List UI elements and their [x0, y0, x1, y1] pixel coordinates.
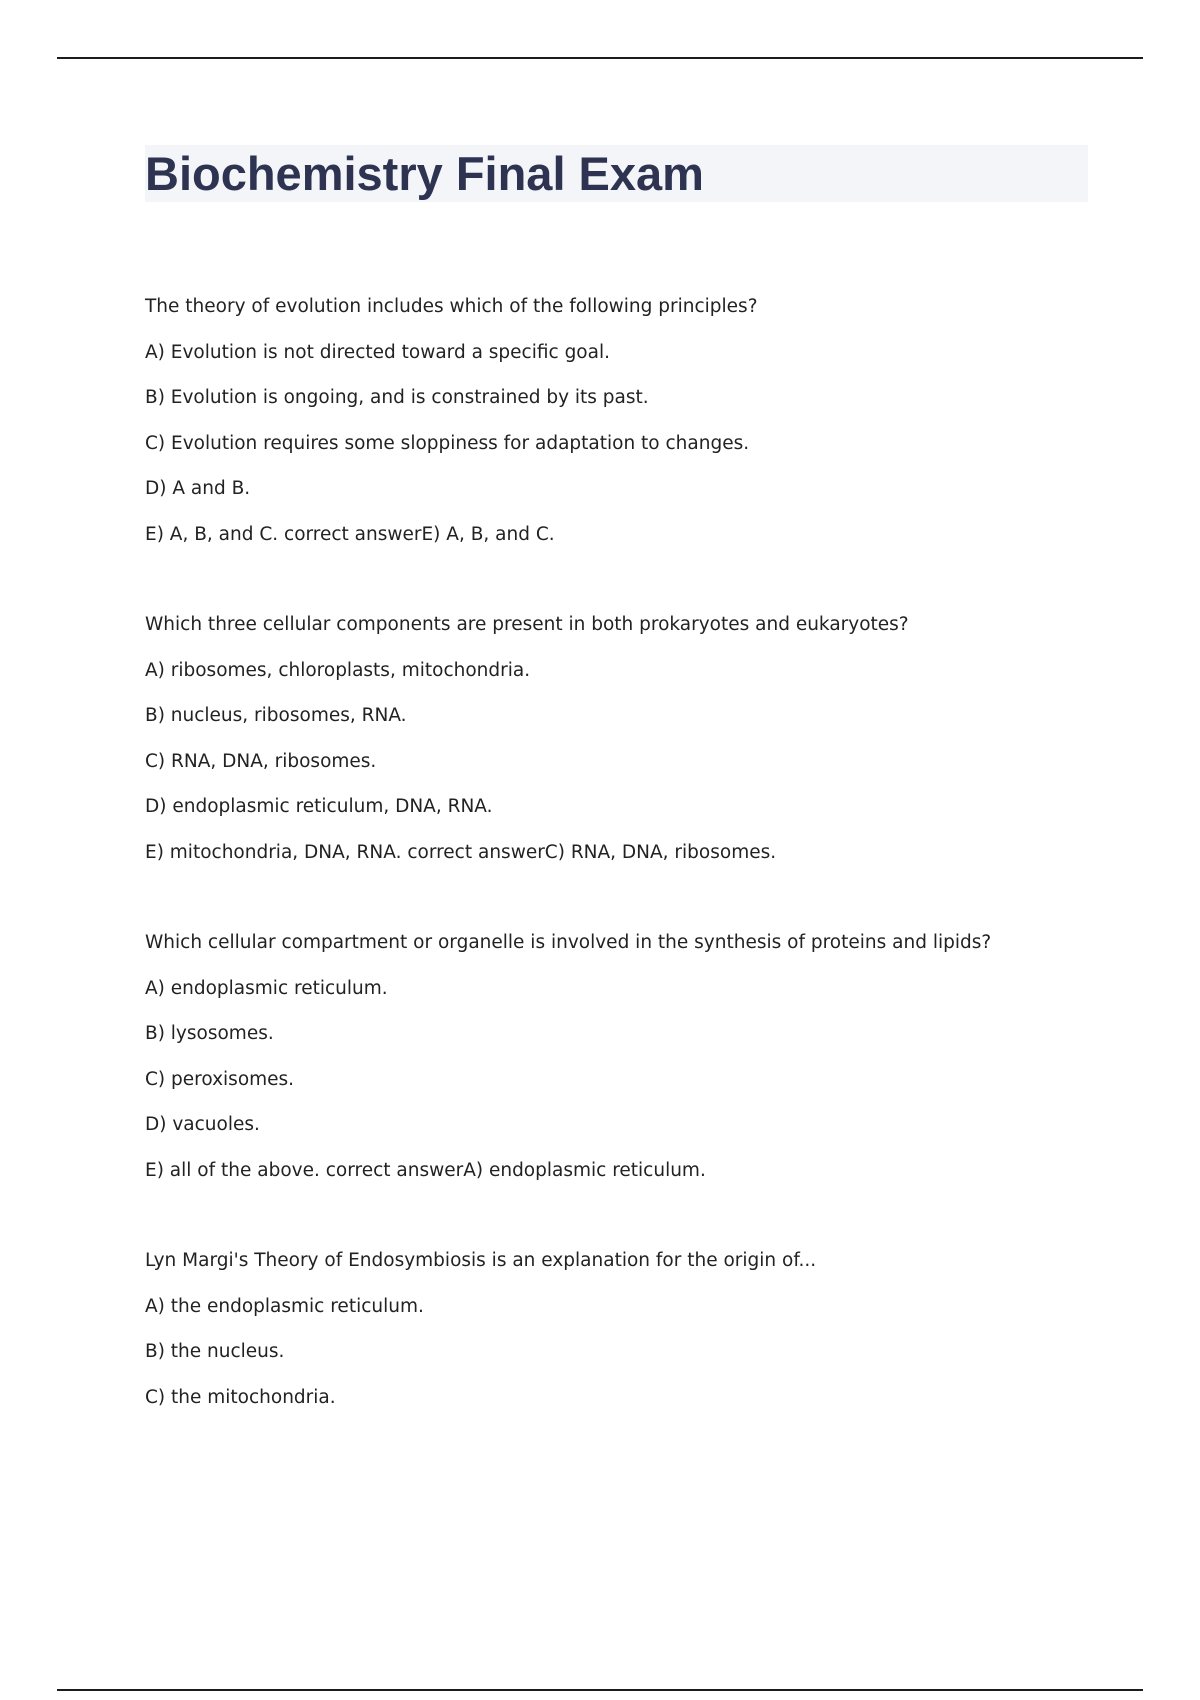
header-rule: [57, 57, 1143, 59]
answer-option: D) A and B.: [145, 478, 251, 499]
answer-option: B) lysosomes.: [145, 1023, 274, 1044]
answer-option: C) the mitochondria.: [145, 1386, 336, 1408]
question-prompt: The theory of evolution includes which of the following principles?: [145, 296, 758, 317]
answer-option: D) endoplasmic reticulum, DNA, RNA.: [145, 796, 493, 817]
footer-rule: [57, 1689, 1143, 1691]
answer-option-with-correct-answer: E) mitochondria, DNA, RNA. correct answerC) RNA, DNA, ribosomes.: [145, 841, 777, 863]
answer-option: A) endoplasmic reticulum.: [145, 977, 388, 999]
answer-option: D) vacuoles.: [145, 1114, 260, 1135]
question-prompt: Lyn Margi's Theory of Endosymbiosis is an explanation for the origin of...: [145, 1250, 817, 1271]
question-block: [145, 1238, 1105, 1420]
question-prompt: Which cellular compartment or organelle is involved in the synthesis of proteins and lipids?: [145, 932, 992, 953]
answer-option: C) Evolution requires some sloppiness for adaptation to changes.: [145, 432, 750, 454]
answer-option: C) RNA, DNA, ribosomes.: [145, 750, 377, 772]
answer-option-with-correct-answer: E) all of the above. correct answerA) endoplasmic reticulum.: [145, 1159, 706, 1181]
question-block: [145, 602, 1105, 875]
page-title: Biochemistry Final Exam: [145, 147, 704, 200]
question-prompt: Which three cellular components are present in both prokaryotes and eukaryotes?: [145, 614, 909, 635]
question-block: [145, 920, 1105, 1193]
answer-option-with-correct-answer: E) A, B, and C. correct answerE) A, B, and C.: [145, 523, 555, 545]
answer-option: A) Evolution is not directed toward a specific goal.: [145, 341, 610, 363]
answer-option: A) the endoplasmic reticulum.: [145, 1295, 424, 1317]
title-banner: [145, 145, 1088, 202]
answer-option: B) nucleus, ribosomes, RNA.: [145, 705, 407, 726]
question-list: [145, 284, 1105, 1465]
answer-option: B) Evolution is ongoing, and is constrained by its past.: [145, 387, 649, 408]
question-block: [145, 284, 1105, 557]
answer-option: B) the nucleus.: [145, 1341, 285, 1362]
answer-option: C) peroxisomes.: [145, 1068, 295, 1090]
answer-option: A) ribosomes, chloroplasts, mitochondria.: [145, 659, 531, 681]
